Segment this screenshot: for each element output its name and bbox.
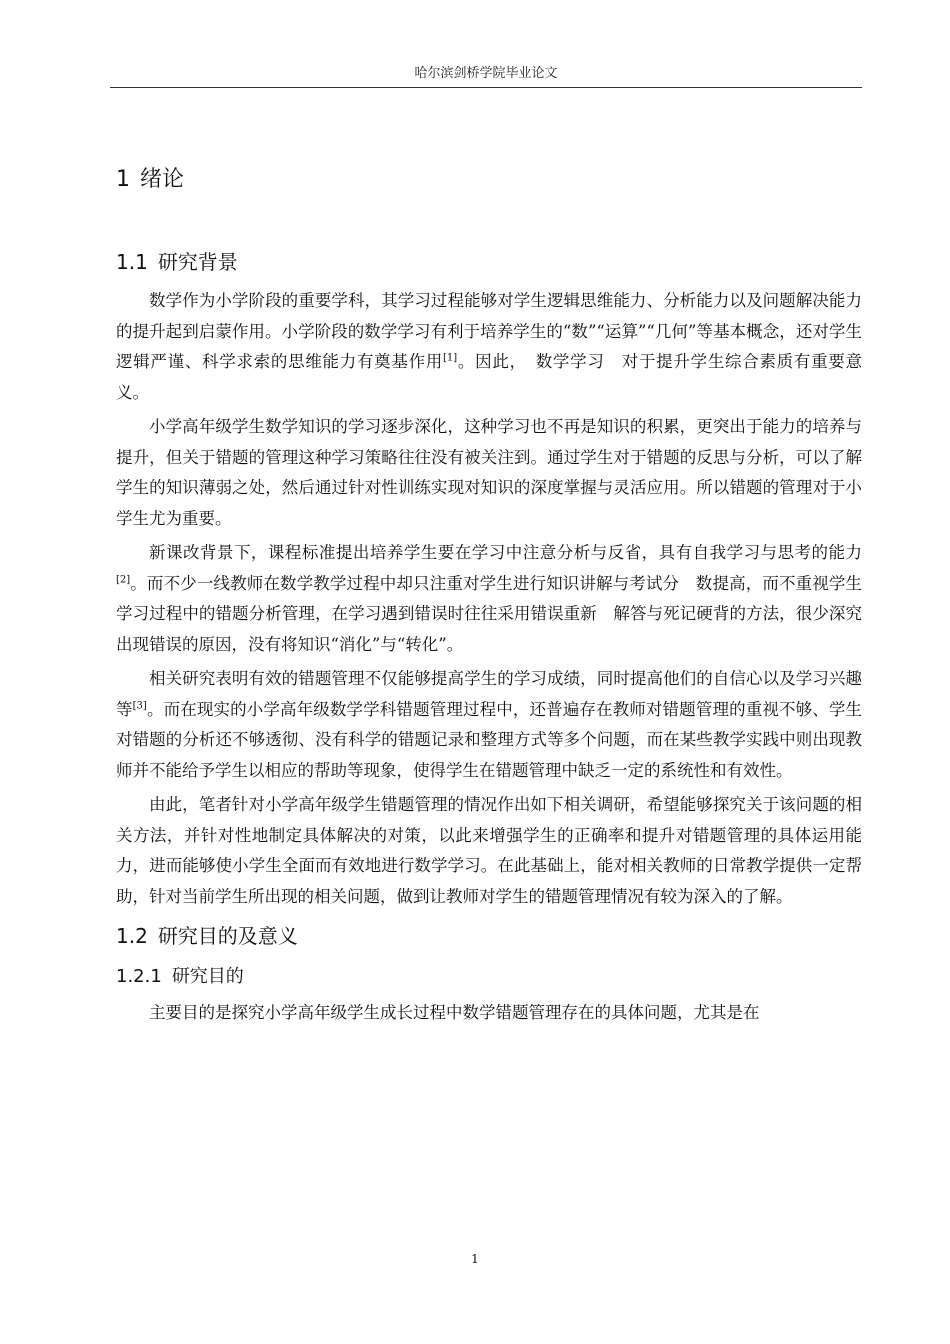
chapter-title: 绪论 [140,167,185,192]
paragraph-text: 新课改背景下，课程标准提出培养学生要在学习中注意分析与反省，具有自我学习与思考的能力 [149,543,862,562]
body-paragraph [116,664,862,786]
section-title: 研究目的及意义 [157,924,298,948]
section-heading-1-2 [116,918,862,954]
citation-ref: [1] [443,352,458,364]
paragraph-text: 小学高年级学生数学知识的学习逐步深化，这种学习也不再是知识的积累，更突出于能力的培养与提升，但关于错题的管理这种学习策略往往没有被关注到。通过学生对于错题的反思与分析，可以了解学生的知识薄弱之处，然后通过针对性训练实现对知识的深度掌握与灵活应用。所以错题的管理对于小学生尤为重要。 [116,417,862,528]
paragraph-text: 。而在现实的小学高年级数学学科错题管理过程中，还普遍存在教师对错题管理的重视不够、学生对错题的分析还不够透彻、没有科学的错题记录和整理方式等多个问题，而在某些教学实践中则出现教师并不能给予学生以相应的帮助等现象，使得学生在错题管理中缺乏一定的系统性和有效性。 [116,699,863,780]
section-heading-1-1 [116,244,862,280]
page-header: 哈尔滨剑桥学院毕业论文 [414,66,558,81]
paragraph-text: 相关研究表明有效的错题管理不仅能够提高学生的学习成绩，同时提高他们的自信心以及学习兴趣等 [116,669,862,719]
paragraph-text: 由此，笔者针对小学高年级学生错题管理的情况作出如下相关调研，希望能够探究关于该问题的相关方法，并针对性地制定具体解决的对策，以此来增强学生的正确率和提升对错题管理的具体运用能力，进而能够使小学生全面而有效地进行数学学习。在此基础上，能对相关教师的日常教学提供一定帮助，针对当前学生所出现的相关问题，做到让教师对学生的错题管理情况有较为深入的了解。 [116,795,862,906]
subsection-heading-1-2-1 [116,960,862,994]
section-number: 1.2 [116,924,148,948]
body-paragraph [116,412,862,534]
body-paragraph [116,538,862,660]
paragraph-text: 。而不少一线教师在数学教学过程中却只注重对学生进行知识讲解与考试分 数提高，而不重视学生学习过程中的错题分析管理，在学习遇到错误时往往采用错误重新 解答与死记硬背的方法，很少深究出现错误的原因，没有将知识“消化”与“转化”。 [116,573,862,654]
citation-ref: [2] [116,574,131,585]
chapter-heading [116,160,862,200]
paragraph-text: 。因此， 数学学习 对于提升学生综合素质有重要意义。 [116,352,863,402]
header-divider [110,87,862,88]
body-paragraph [116,790,862,912]
citation-ref: [3] [132,700,147,711]
section-number: 1.1 [116,250,148,274]
subsection-number: 1.2.1 [116,966,162,987]
body-paragraph: 主要目的是探究小学高年级学生成长过程中数学错题管理存在的具体问题，尤其是在 [149,1003,760,1022]
body-paragraph [116,286,862,408]
document-body [116,160,862,1029]
page-number: 1 [471,1252,479,1266]
section-title: 研究背景 [157,250,238,274]
chapter-number: 1 [116,167,130,192]
subsection-title: 研究目的 [171,966,244,987]
paragraph-text: 数学作为小学阶段的重要学科，其学习过程能够对学生逻辑思维能力、分析能力以及问题解决能力的提升起到启蒙作用。小学阶段的数学学习有利于培养学生的“数”“运算”“几何”等基本概念，还对学生逻辑严谨、科学求索的思维能力有奠基作用 [116,291,862,371]
